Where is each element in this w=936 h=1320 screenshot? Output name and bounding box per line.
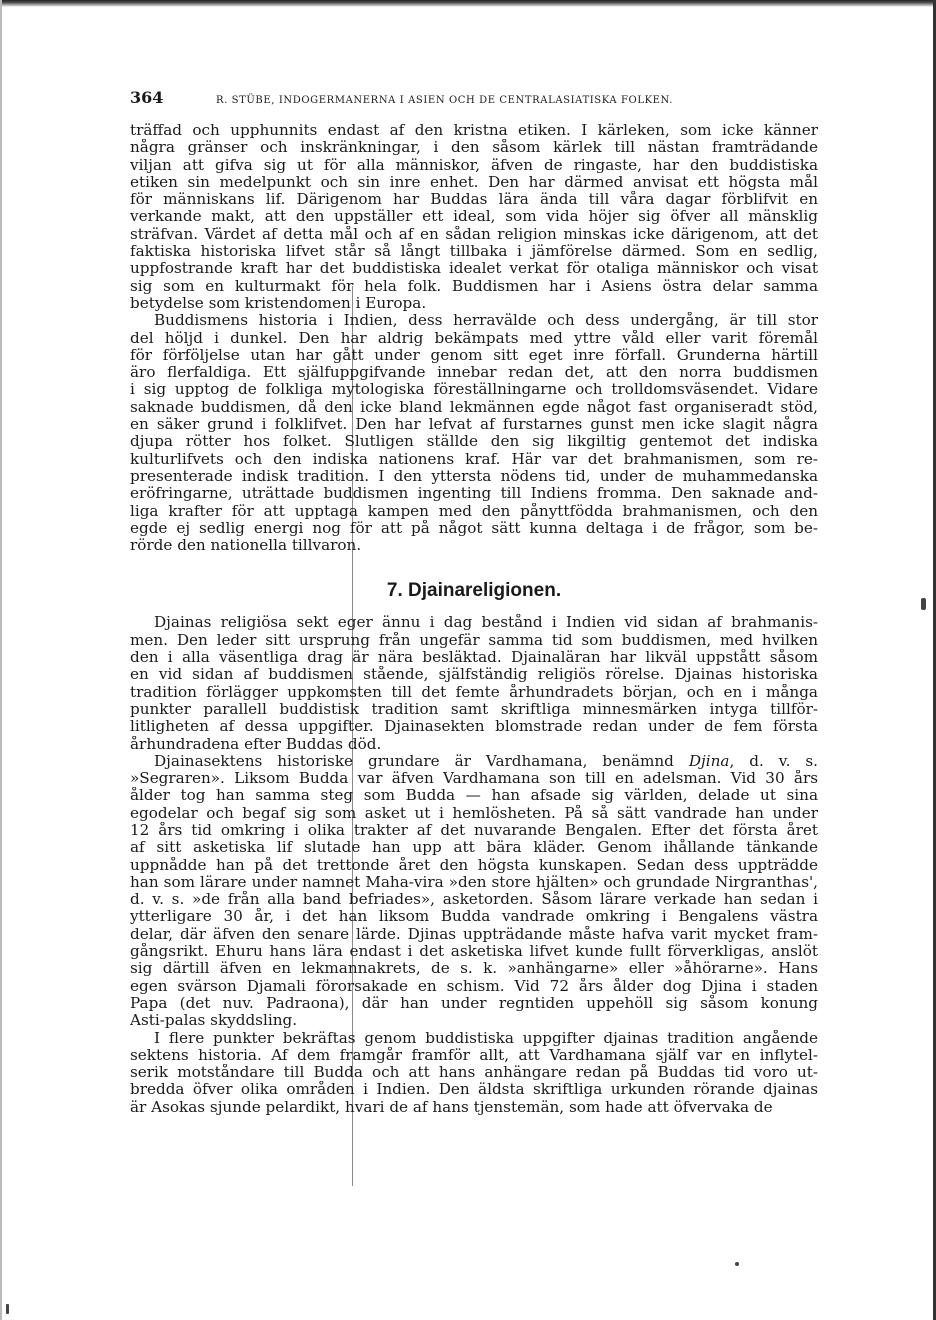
text-line: eröfringarne, uträttade buddismen ingenting till Indiens fromma. Den saknade and- xyxy=(130,485,818,503)
text-line: sig som en kulturmakt för hela folk. Buddismen har i Asiens östra delar samma xyxy=(130,277,818,295)
section-title: 7. Djainareligionen. xyxy=(386,580,562,602)
text-line: gångsrikt. Ehuru hans lära endast i det asketiska lifvet kunde fullt förverkligas, anslöt xyxy=(130,943,818,961)
text-line: uppfostrande kraft har det buddistiska idealet verkat för otaliga människor och visat xyxy=(130,260,818,278)
text-line: ålder tog han samma steg som Budda — han afsade sig världen, delade ut sina xyxy=(130,787,818,805)
text-line: ytterligare 30 år, i det han liksom Budda vandrade omkring i Bengalens västra xyxy=(130,908,818,926)
text-line: serik motståndare till Budda och att hans anhängare redan på Buddas tid voro ut- xyxy=(130,1064,818,1082)
text-line: faktiska historiska lifvet står så långt tillbaka i jämförelse därmed. Som en sedlig, xyxy=(130,243,818,261)
text-line: Djainasektens historiske grundare är Vardhamana, benämnd Djina, d. v. s. xyxy=(154,752,818,770)
text-line: Buddismens historia i Indien, dess herravälde och dess undergång, är till stor xyxy=(154,312,818,330)
text-line: århundradena efter Buddas död. xyxy=(130,735,382,753)
text-line: bredda öfver olika områden i Indien. Den äldsta skriftliga urkunden rörande djainas xyxy=(130,1081,818,1099)
text-line: »Segraren». Liksom Budda var äfven Vardhamana son till en adelsman. Vid 30 års xyxy=(130,770,818,788)
text-line: etiken sin medelpunkt och sin inre enhet. Den har därmed anvisat ett högsta mål xyxy=(130,173,818,191)
text-line: del höljd i dunkel. Den har aldrig bekämpats med yttre våld eller varit föremål xyxy=(130,329,818,347)
text-line: för förföljelse utan har gått under genom sitt eget inre förfall. Grunderna härtill xyxy=(130,346,818,364)
text-line: af sitt asketiska lif slutade han upp att bära kläder. Genom ihållande tänkande xyxy=(130,839,818,857)
scan-top-edge xyxy=(0,0,936,7)
text-line: en säker grund i folklifvet. Den har lefvat af furstarnes gunst men icke slagit några xyxy=(130,416,818,434)
text-line: presenterade indisk tradition. I den yttersta nödens tid, under de muhammedanska xyxy=(130,467,818,485)
scan-speck xyxy=(735,1262,739,1266)
text-line: Djainas religiösa sekt eger ännu i dag bestånd i Indien vid sidan af brahmanis- xyxy=(154,614,818,632)
text-line: äro flerfaldiga. Ett själfuppgifvande innebar redan det, att den norra buddismen xyxy=(130,364,818,382)
text-line: sektens historia. Af dem framgår framför allt, att Vardhamana själf var en inflytel- xyxy=(130,1046,818,1064)
text-line: några gränser och inskränkningar, i den såsom kärlek till nästan framträdande xyxy=(130,139,818,157)
text-line: sträfvan. Värdet af detta mål och af en sådan religion minskas icke därigenom, att det xyxy=(130,225,818,243)
book-page xyxy=(130,88,818,1116)
scan-speck xyxy=(921,598,926,610)
text-line: egen svärson Djamali förorsakade en schism. Vid 72 års ålder dog Djina i staden xyxy=(130,977,818,995)
page-header xyxy=(130,88,818,114)
text-line: betydelse som kristendomen i Europa. xyxy=(130,294,427,312)
text-line: saknade buddismen, då den icke bland lekmännen egde något fast organiseradt stöd, xyxy=(130,398,818,416)
text-line: är Asokas sjunde pelardikt, hvari de af hans tjenstemän, som hade att öfvervaka de xyxy=(130,1098,773,1116)
text-line: djupa rötter hos folket. Slutligen ställde den sig likgiltig gentemot det indiska xyxy=(130,433,818,451)
text-line: sig därtill äfven en lekmannakrets, de s. k. »anhängarne» eller »åhörarne». Hans xyxy=(130,960,818,978)
text-line: för människans lif. Därigenom har Buddas lära ända till våra dagar förblifvit en xyxy=(130,191,818,209)
paragraph-djaina-founder xyxy=(130,753,818,1030)
text-line: Asti-palas skyddsling. xyxy=(130,1012,298,1030)
text-line: verkande makt, att den uppställer ett ideal, som vida höjer sig öfver all mänsklig xyxy=(130,208,818,226)
text-line: kulturlifvets och den indiska nationens kraf. Här var det brahmanismen, som re- xyxy=(130,450,818,468)
text-line: träffad och upphunnits endast af den kristna etiken. I kärleken, som icke känner xyxy=(130,122,818,139)
scan-speck xyxy=(6,1304,9,1314)
text-line: litligheten af dessa uppgifter. Djainasekten blomstrade redan under de fem första xyxy=(130,718,818,736)
paragraph-buddhism-history xyxy=(130,312,818,554)
text-line: Papa (det nuv. Padraona), där han under regntiden uppehöll sig såsom konung xyxy=(130,994,818,1012)
running-head: R. STÜBE, INDOGERMANERNA I ASIEN OCH DE CENTRALASIATISKA FOLKEN. xyxy=(216,95,674,106)
paragraph-djaina-sect xyxy=(130,614,818,752)
text-line: punkter parallell buddistisk tradition samt skriftliga minnesmärken intyga tillför- xyxy=(130,700,818,718)
paragraph-buddhist-ethics xyxy=(130,122,818,312)
text-line: viljan att gifva sig ut för alla människor, äfven de ringaste, har den buddistiska xyxy=(130,156,818,174)
paragraph-djaina-confirmation xyxy=(130,1030,818,1116)
text-line: 12 års tid omkring i olika trakter af det nuvarande Bengalen. Efter det första året xyxy=(130,821,818,839)
text-line: den i alla väsentliga drag är nära besläktad. Djainaläran har likväl uppstått såsom xyxy=(130,649,818,667)
text-line: han som lärare under namnet Maha-vira »den store hjälten» och grundade Nirgranthas', xyxy=(130,873,818,891)
text-line: delar, där äfven den senare lärde. Djinas uppträdande måste hafva varit mycket fram- xyxy=(130,925,818,943)
text-line: egodelar och begaf sig som asket ut i hemlösheten. På så sätt vandrade han under xyxy=(130,804,818,822)
text-line: I flere punkter bekräftas genom buddistiska uppgifter djainas tradition angående xyxy=(154,1029,818,1047)
text-line: egde ej sedlig energi nog för att på något sätt kunna deltaga i de frågor, som be- xyxy=(130,519,818,537)
text-line: men. Den leder sitt ursprung från ungefär samma tid som buddismen, med hvilken xyxy=(130,631,818,649)
text-line: d. v. s. »de från alla band befriades», asketorden. Såsom lärare verkade han sedan i xyxy=(130,891,818,909)
text-line: en vid sidan af buddismen stående, själfständig religiös rörelse. Djainas historiska xyxy=(130,666,818,684)
text-line: tradition förlägger uppkomsten till det femte århundradets början, och en i många xyxy=(130,683,818,701)
text-line: liga krafter för att upptaga kampen med den pånyttfödda brahmanismen, och den xyxy=(130,502,818,520)
text-line: rörde den nationella tillvaron. xyxy=(130,537,362,555)
scan-left-edge xyxy=(0,0,2,1320)
page-number: 364 xyxy=(130,88,164,107)
text-line: uppnådde han på det trettonde året den högsta kunskapen. Sedan dess uppträdde xyxy=(130,856,818,874)
text-line: i sig upptog de folkliga mytologiska föreställningarne och trolldomsväsendet. Vidare xyxy=(130,381,818,399)
